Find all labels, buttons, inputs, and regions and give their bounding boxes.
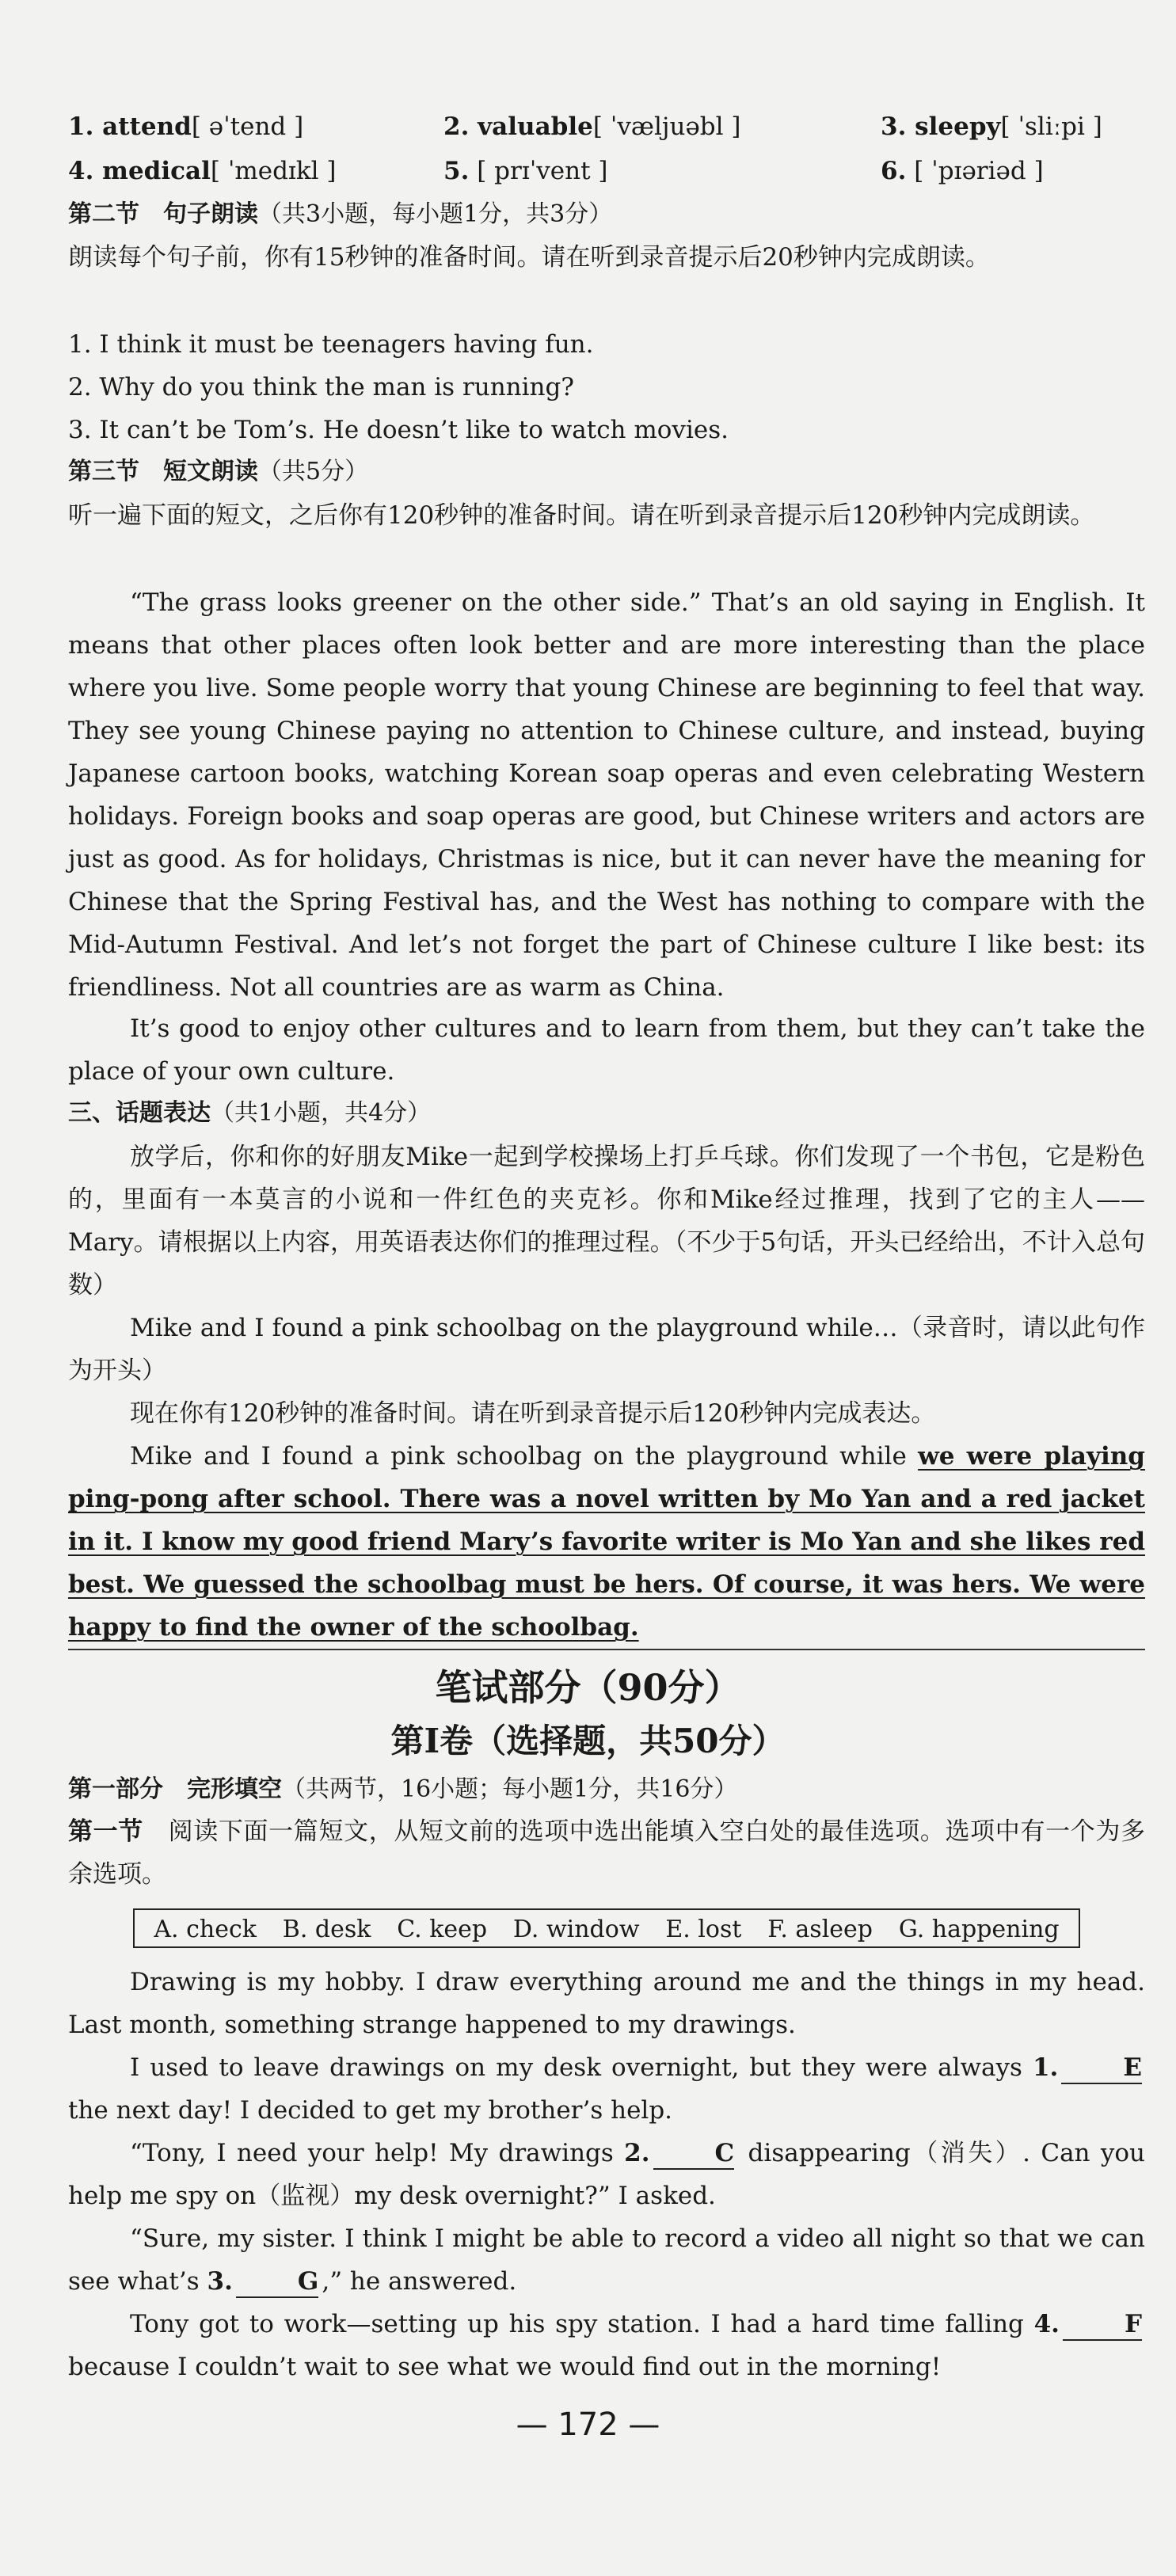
blank-2-answer: C bbox=[653, 2138, 735, 2170]
pron-item-1: 1. attend[ əˈtend ] bbox=[68, 112, 304, 141]
topic-starter: Mike and I found a pink schoolbag on the playground while…（录音时，请以此句作为开头） bbox=[68, 1314, 1145, 1385]
answer-lead: Mike and I found a pink schoolbag on the playground while bbox=[130, 1442, 919, 1471]
pron-item-2: 2. valuable[ ˈvæljuəbl ] bbox=[443, 112, 741, 141]
reading-passage-paragraph-1: “The grass looks greener on the other side.” That’s an old saying in English. It means that other places often look better and are more interesting than the place where you live. Some people worry that young Chinese are beginning to feel that way. They see young Chinese paying no attention to Chinese culture, and instead, buying Japanese cartoon books, watching Korean soap operas and even celebrating Western holidays. Foreign books and soap operas are good, but Chinese writers and actors are just as good. As for holidays, Christmas is nice, but it can never have the meaning for Chinese that the Spring Festival has, and the West has nothing to compare with the Mid-Autumn Festival. And let’s not forget the part of Chinese culture I like best: its friendliness. Not all countries are as warm as China. bbox=[68, 588, 1145, 1002]
section2-instruction: 朗读每个句子前，你有15秒钟的准备时间。请在听到录音提示后20秒钟内完成朗读。 bbox=[68, 243, 990, 272]
pron-item-6: 6. [ ˈpɪəriəd ] bbox=[881, 157, 1044, 185]
blank-1-answer: E bbox=[1061, 2053, 1142, 2084]
volume-title: 第Ⅰ卷（选择题，共50分） bbox=[390, 1722, 786, 1760]
topic-heading: 三、话题表达（共1小题，共4分） bbox=[68, 1099, 432, 1127]
topic-prompt: 放学后，你和你的好朋友Mike一起到学校操场上打乒乓球。你们发现了一个书包，它是粉色的，里面有一本莫言的小说和一件红色的夹克衫。你和Mike经过推理，找到了它的主人——Mary。请根据以上内容，用英语表达你们的推理过程。（不少于5句话，开头已经给出，不计入总句数） bbox=[68, 1143, 1145, 1299]
cloze-paragraph-1: Drawing is my hobby. I draw everything around me and the things in my head. Last month, something strange happened to my drawings. bbox=[68, 1968, 1145, 2039]
option-c: C. keep bbox=[397, 1916, 488, 1943]
option-f: F. asleep bbox=[767, 1916, 873, 1943]
pron-item-3: 3. sleepy[ ˈsliːpi ] bbox=[881, 112, 1102, 141]
part1-heading: 第一部分 完形填空（共两节，16小题；每小题1分，共16分） bbox=[68, 1775, 738, 1803]
page-number: — 172 — bbox=[516, 2407, 660, 2443]
pron-item-5: 5. [ prɪˈvent ] bbox=[443, 157, 608, 185]
reading-passage-paragraph-2: It’s good to enjoy other cultures and to learn from them, but they can’t take the place of your own culture. bbox=[68, 1014, 1145, 1086]
sentence-1: 1. I think it must be teenagers having fun. bbox=[68, 330, 594, 359]
model-answer: we were playing ping-pong after school. There was a novel written by Mo Yan and a red jacket in it. I know my good friend Mary’s favorite writer is Mo Yan and she likes red best. We guessed the schoolbag must be hers. Of course, it was hers. We were happy to find the owner of the schoolbag. bbox=[68, 1442, 1145, 1642]
sentence-2: 2. Why do you think the man is running? bbox=[68, 373, 574, 401]
written-part-title: 笔试部分（90分） bbox=[435, 1666, 741, 1709]
option-b: B. desk bbox=[282, 1916, 371, 1943]
options-box bbox=[133, 1908, 1080, 1948]
section1-instruction: 第一节 阅读下面一篇短文，从短文前的选项中选出能填入空白处的最佳选项。选项中有一个为多余选项。 bbox=[68, 1817, 1146, 1889]
option-d: D. window bbox=[512, 1916, 640, 1943]
cloze-paragraph-5: Tony got to work—setting up his spy station. I had a hard time falling 4. F because I couldn’t wait to see what we would find out in the morning! bbox=[68, 2310, 1142, 2381]
topic-prep-instruction: 现在你有120秒钟的准备时间。请在听到录音提示后120秒钟内完成表达。 bbox=[130, 1399, 936, 1428]
section3-instruction: 听一遍下面的短文，之后你有120秒钟的准备时间。请在听到录音提示后120秒钟内完成朗读。 bbox=[68, 501, 1095, 530]
divider bbox=[68, 1649, 1145, 1650]
sentence-3: 3. It can’t be Tom’s. He doesn’t like to watch movies. bbox=[68, 416, 729, 444]
pron-item-4: 4. medical[ ˈmedɪkl ] bbox=[68, 157, 337, 185]
section3-heading: 第三节 短文朗读（共5分） bbox=[68, 458, 369, 485]
section2-heading: 第二节 句子朗读（共3小题，每小题1分，共3分） bbox=[68, 200, 613, 228]
topic-answer bbox=[68, 1435, 1145, 1649]
cloze-paragraph-3: “Tony, I need your help! My drawings 2. C disappearing（消失）. Can you help me spy on（监视）my desk overnight?” I asked. bbox=[68, 2139, 1146, 2210]
option-g: G. happening bbox=[898, 1916, 1060, 1943]
blank-4-answer: F bbox=[1063, 2309, 1142, 2341]
cloze-paragraph-2: I used to leave drawings on my desk overnight, but they were always 1. E the next day! I decided to get my brother’s help. bbox=[68, 2053, 1142, 2125]
option-a: A. check bbox=[154, 1916, 257, 1943]
blank-3-answer: G bbox=[236, 2266, 318, 2298]
option-e: E. lost bbox=[665, 1916, 742, 1943]
cloze-paragraph-4: “Sure, my sister. I think I might be able to record a video all night so that we can see what’s 3. G ,” he answered. bbox=[68, 2217, 1145, 2303]
